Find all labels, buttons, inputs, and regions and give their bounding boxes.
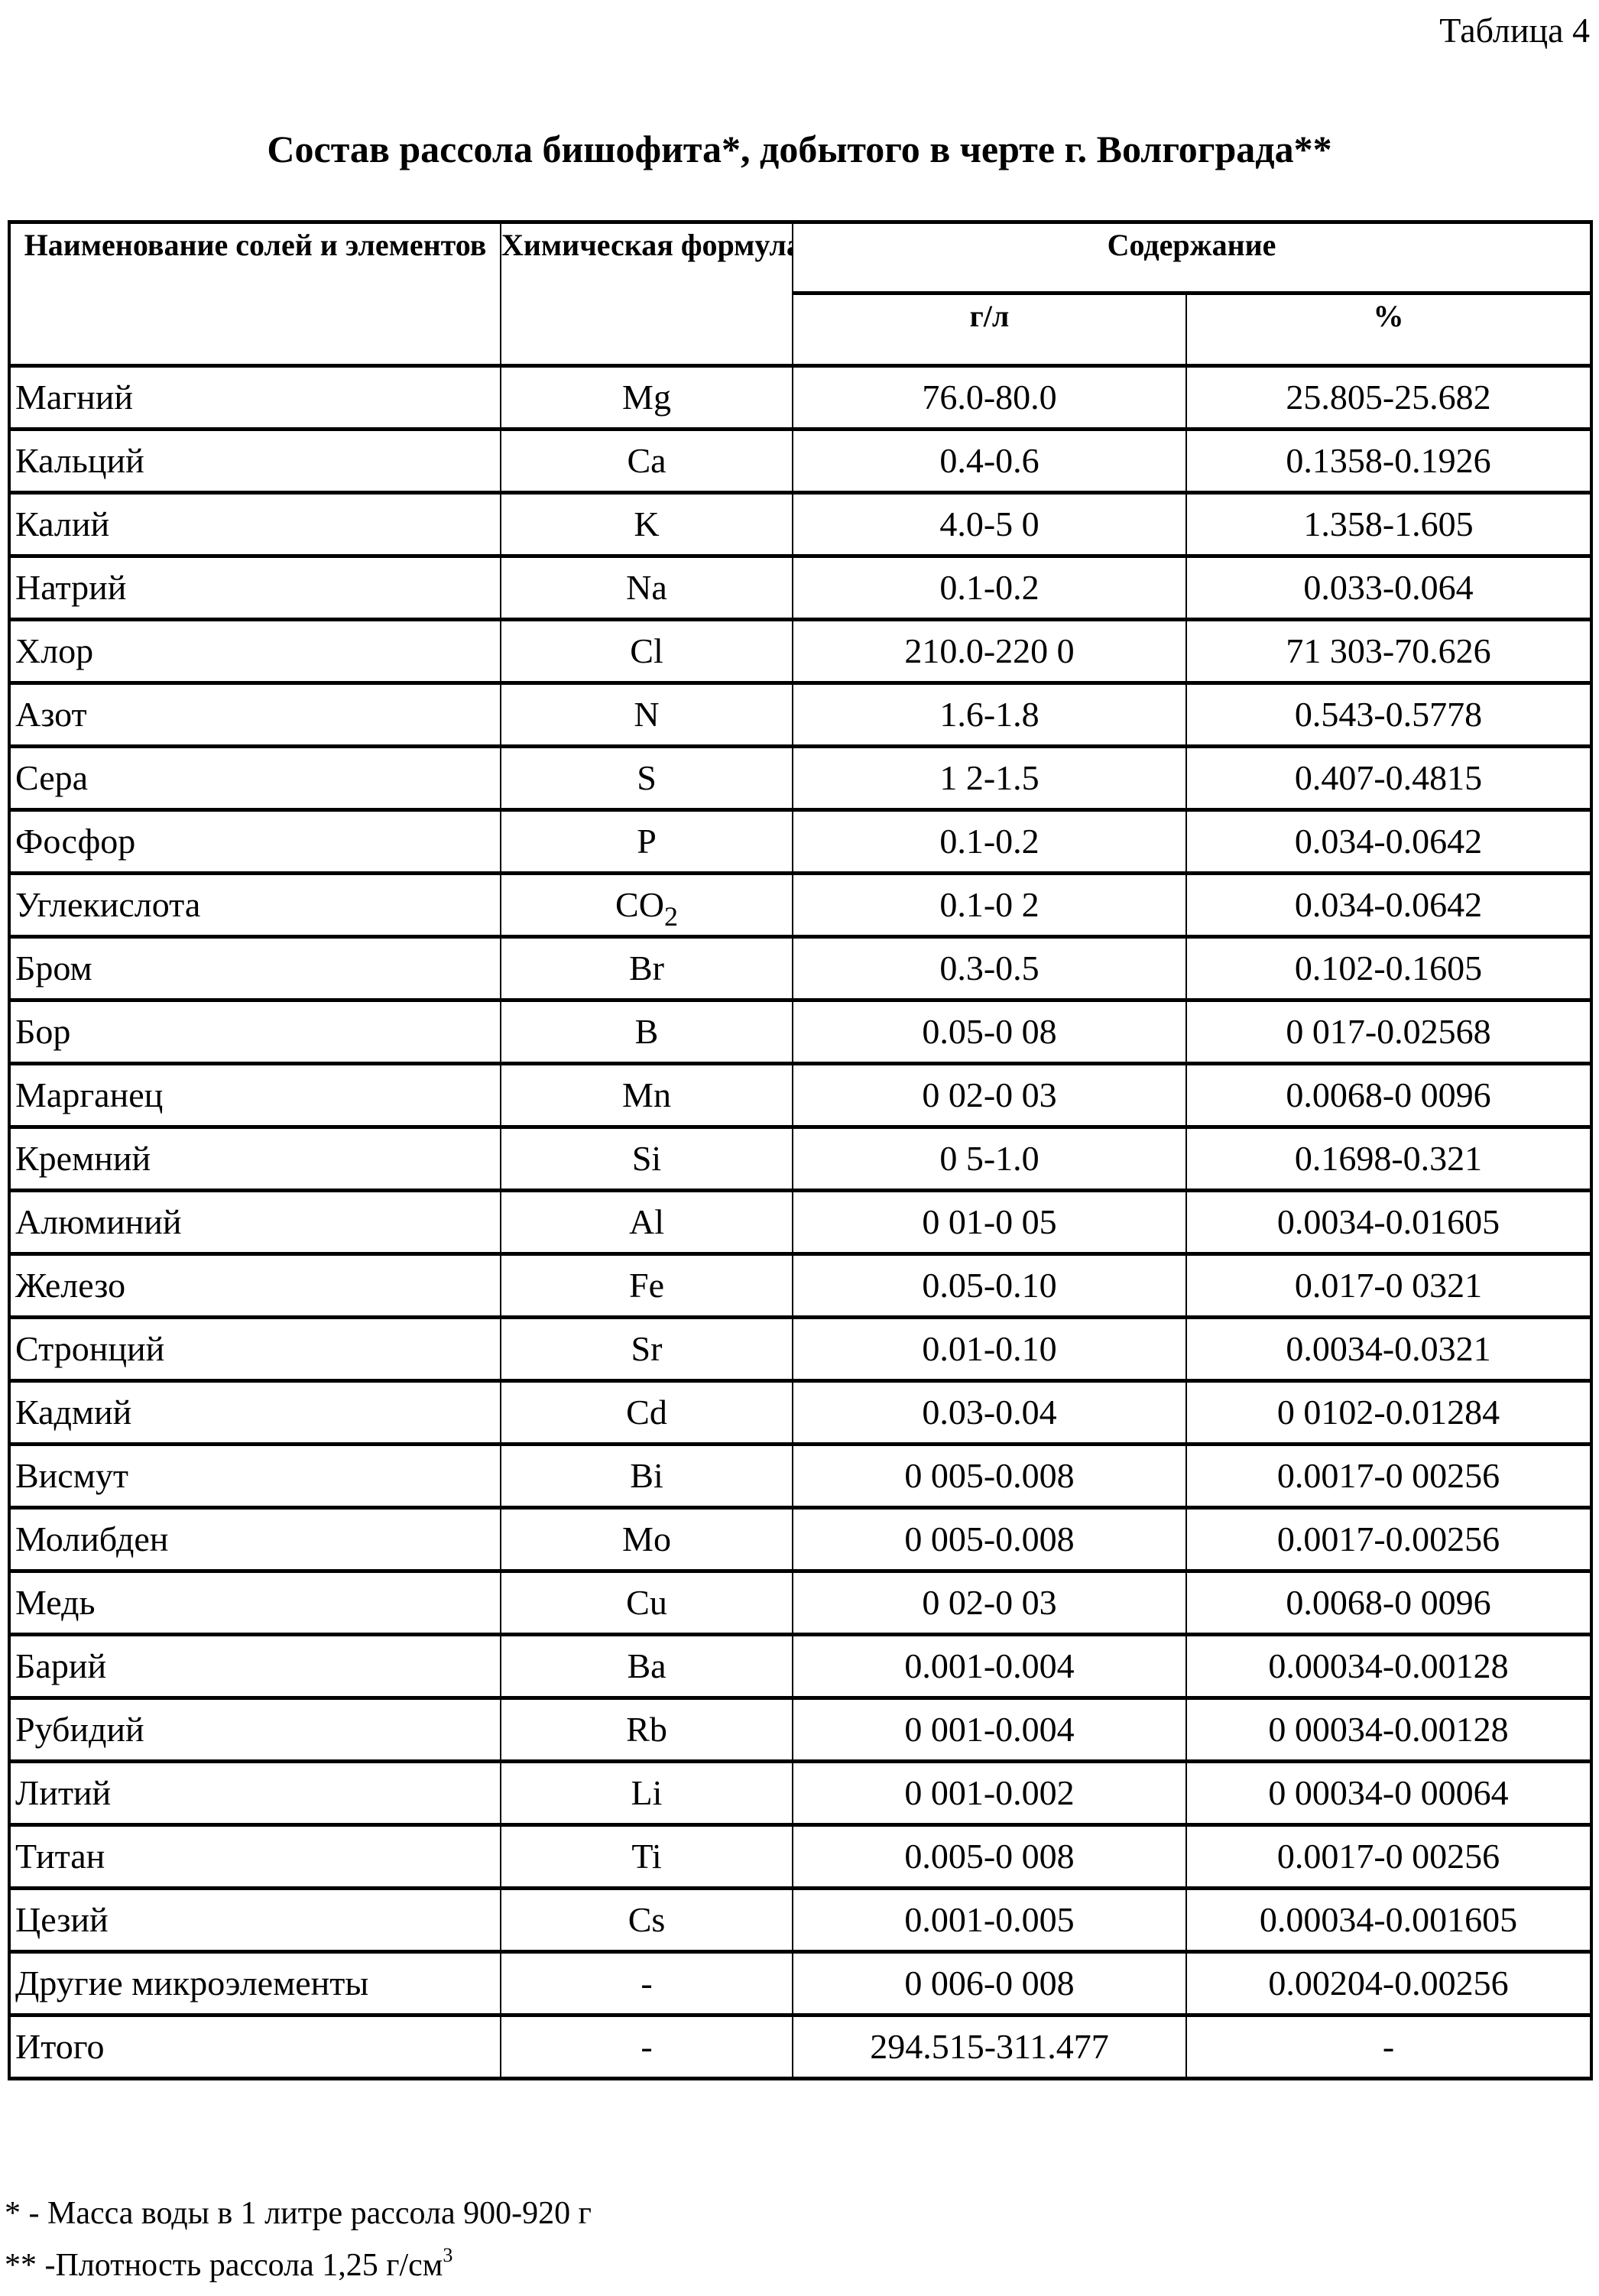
cell-percent: 0.0017-0.00256 bbox=[1186, 1508, 1591, 1571]
cell-name: Бром bbox=[9, 937, 501, 1000]
formula-text: Cs bbox=[628, 1900, 666, 1939]
table-row bbox=[9, 1571, 1591, 1635]
cell-name: Другие микроэлементы bbox=[9, 1952, 501, 2015]
formula-text: Mg bbox=[622, 378, 671, 417]
table-body bbox=[9, 366, 1591, 2079]
cell-gl: 294.515-311.477 bbox=[793, 2015, 1186, 2079]
table-row bbox=[9, 1254, 1591, 1318]
cell-percent: 0.0034-0.0321 bbox=[1186, 1318, 1591, 1381]
cell-gl: 0 01-0 05 bbox=[793, 1191, 1186, 1254]
cell-formula bbox=[501, 874, 793, 937]
table-row bbox=[9, 1825, 1591, 1889]
table-row bbox=[9, 1000, 1591, 1064]
formula-text: Mn bbox=[622, 1075, 671, 1114]
header-name: Наименование солей и элементов bbox=[9, 222, 501, 366]
cell-percent: 0.0068-0 0096 bbox=[1186, 1571, 1591, 1635]
cell-percent: 71 303-70.626 bbox=[1186, 620, 1591, 683]
cell-formula bbox=[501, 1064, 793, 1127]
cell-formula bbox=[501, 556, 793, 620]
formula-text: Fe bbox=[629, 1266, 664, 1305]
table-row bbox=[9, 1445, 1591, 1508]
cell-formula bbox=[501, 1318, 793, 1381]
formula-text: Bi bbox=[630, 1456, 663, 1495]
footnote-water-mass: * - Масса воды в 1 литре рассола 900-920 г bbox=[5, 2187, 592, 2239]
footnote-density bbox=[5, 2239, 592, 2291]
cell-formula bbox=[501, 1762, 793, 1825]
cell-name: Азот bbox=[9, 683, 501, 747]
header-formula: Химическая формула bbox=[501, 222, 793, 366]
cell-name: Калий bbox=[9, 493, 501, 556]
cell-percent: 0.00034-0.00128 bbox=[1186, 1635, 1591, 1698]
table-row bbox=[9, 1889, 1591, 1952]
footnotes bbox=[5, 2187, 592, 2291]
table-row bbox=[9, 1064, 1591, 1127]
table-row bbox=[9, 620, 1591, 683]
table-row bbox=[9, 747, 1591, 810]
table-row bbox=[9, 1508, 1591, 1571]
footnote-density-text: ** -Плотность рассола 1,25 г/см bbox=[5, 2248, 443, 2283]
cell-name: Итого bbox=[9, 2015, 501, 2079]
cell-name: Стронций bbox=[9, 1318, 501, 1381]
cell-name: Фосфор bbox=[9, 810, 501, 874]
cell-gl: 0 005-0.008 bbox=[793, 1508, 1186, 1571]
formula-text: Ca bbox=[627, 441, 666, 480]
table-row bbox=[9, 556, 1591, 620]
cell-formula bbox=[501, 1889, 793, 1952]
formula-text: P bbox=[637, 822, 657, 861]
cell-percent: 0 017-0.02568 bbox=[1186, 1000, 1591, 1064]
cell-name: Кремний bbox=[9, 1127, 501, 1191]
cell-percent: 0.543-0.5778 bbox=[1186, 683, 1591, 747]
cell-name: Висмут bbox=[9, 1445, 501, 1508]
table-header bbox=[9, 222, 1591, 366]
cell-name: Кадмий bbox=[9, 1381, 501, 1445]
cell-percent: 0.1698-0.321 bbox=[1186, 1127, 1591, 1191]
cell-gl: 0.005-0 008 bbox=[793, 1825, 1186, 1889]
cell-formula bbox=[501, 620, 793, 683]
table-row bbox=[9, 430, 1591, 493]
cell-name: Железо bbox=[9, 1254, 501, 1318]
cell-formula bbox=[501, 1571, 793, 1635]
footnote-density-superscript: 3 bbox=[443, 2244, 452, 2266]
cell-gl: 0.01-0.10 bbox=[793, 1318, 1186, 1381]
cell-percent: 0.017-0 0321 bbox=[1186, 1254, 1591, 1318]
cell-gl: 0 001-0.002 bbox=[793, 1762, 1186, 1825]
cell-percent: - bbox=[1186, 2015, 1591, 2079]
formula-text: Ba bbox=[627, 1646, 666, 1685]
cell-gl: 0.05-0.10 bbox=[793, 1254, 1186, 1318]
table-row bbox=[9, 937, 1591, 1000]
cell-percent: 0.0017-0 00256 bbox=[1186, 1445, 1591, 1508]
cell-formula bbox=[501, 2015, 793, 2079]
cell-gl: 0 02-0 03 bbox=[793, 1064, 1186, 1127]
cell-name: Титан bbox=[9, 1825, 501, 1889]
cell-percent: 0 00034-0 00064 bbox=[1186, 1762, 1591, 1825]
cell-formula bbox=[501, 1127, 793, 1191]
formula-text: Al bbox=[629, 1202, 664, 1241]
brine-composition-table bbox=[8, 220, 1593, 2080]
formula-text: - bbox=[641, 1964, 652, 2003]
table-row bbox=[9, 366, 1591, 430]
cell-percent: 0.0068-0 0096 bbox=[1186, 1064, 1591, 1127]
cell-name: Медь bbox=[9, 1571, 501, 1635]
cell-formula bbox=[501, 747, 793, 810]
cell-percent: 0.407-0.4815 bbox=[1186, 747, 1591, 810]
header-row bbox=[9, 222, 1591, 293]
cell-gl: 76.0-80.0 bbox=[793, 366, 1186, 430]
table-row bbox=[9, 2015, 1591, 2079]
cell-gl: 0.05-0 08 bbox=[793, 1000, 1186, 1064]
cell-name: Сера bbox=[9, 747, 501, 810]
cell-name: Барий bbox=[9, 1635, 501, 1698]
cell-percent: 0.033-0.064 bbox=[1186, 556, 1591, 620]
cell-gl: 0.001-0.004 bbox=[793, 1635, 1186, 1698]
formula-text: N bbox=[634, 695, 659, 734]
cell-name: Марганец bbox=[9, 1064, 501, 1127]
cell-name: Бор bbox=[9, 1000, 501, 1064]
formula-text: Ti bbox=[631, 1837, 661, 1876]
cell-percent: 0 0102-0.01284 bbox=[1186, 1381, 1591, 1445]
cell-name: Углекислота bbox=[9, 874, 501, 937]
formula-text: Cl bbox=[630, 631, 663, 670]
cell-gl: 0.03-0.04 bbox=[793, 1381, 1186, 1445]
cell-formula bbox=[501, 1698, 793, 1762]
formula-text: Na bbox=[626, 568, 667, 607]
table-row bbox=[9, 1318, 1591, 1381]
cell-gl: 0 02-0 03 bbox=[793, 1571, 1186, 1635]
table-row bbox=[9, 683, 1591, 747]
cell-formula bbox=[501, 810, 793, 874]
cell-percent: 0.102-0.1605 bbox=[1186, 937, 1591, 1000]
cell-name: Рубидий bbox=[9, 1698, 501, 1762]
cell-formula bbox=[501, 493, 793, 556]
table-row bbox=[9, 1381, 1591, 1445]
table-row bbox=[9, 1762, 1591, 1825]
cell-formula bbox=[501, 937, 793, 1000]
cell-formula bbox=[501, 1952, 793, 2015]
table-row bbox=[9, 810, 1591, 874]
cell-name: Магний bbox=[9, 366, 501, 430]
cell-percent: 25.805-25.682 bbox=[1186, 366, 1591, 430]
cell-gl: 1 2-1.5 bbox=[793, 747, 1186, 810]
formula-subscript: 2 bbox=[664, 901, 678, 932]
table-row bbox=[9, 1952, 1591, 2015]
cell-formula bbox=[501, 1000, 793, 1064]
table-row bbox=[9, 874, 1591, 937]
cell-percent: 1.358-1.605 bbox=[1186, 493, 1591, 556]
formula-text: Si bbox=[632, 1139, 661, 1178]
cell-percent: 0 00034-0.00128 bbox=[1186, 1698, 1591, 1762]
cell-name: Цезий bbox=[9, 1889, 501, 1952]
cell-gl: 4.0-5 0 bbox=[793, 493, 1186, 556]
cell-formula bbox=[501, 1445, 793, 1508]
table-number-label: Таблица 4 bbox=[1439, 8, 1590, 54]
cell-gl: 0.001-0.005 bbox=[793, 1889, 1186, 1952]
cell-name: Натрий bbox=[9, 556, 501, 620]
cell-formula bbox=[501, 430, 793, 493]
formula-text: Rb bbox=[626, 1710, 667, 1749]
cell-gl: 0.1-0.2 bbox=[793, 810, 1186, 874]
cell-formula bbox=[501, 366, 793, 430]
formula-text: K bbox=[634, 504, 659, 543]
cell-gl: 0 006-0 008 bbox=[793, 1952, 1186, 2015]
table-row bbox=[9, 1127, 1591, 1191]
cell-percent: 0.1358-0.1926 bbox=[1186, 430, 1591, 493]
formula-text: Cd bbox=[626, 1393, 667, 1432]
formula-text: Sr bbox=[631, 1329, 663, 1368]
cell-gl: 0 001-0.004 bbox=[793, 1698, 1186, 1762]
table-row bbox=[9, 1698, 1591, 1762]
cell-formula bbox=[501, 1825, 793, 1889]
cell-gl: 0 005-0.008 bbox=[793, 1445, 1186, 1508]
cell-gl: 1.6-1.8 bbox=[793, 683, 1186, 747]
cell-gl: 210.0-220 0 bbox=[793, 620, 1186, 683]
formula-text: Cu bbox=[626, 1583, 667, 1622]
cell-percent: 0.0034-0.01605 bbox=[1186, 1191, 1591, 1254]
table-row bbox=[9, 493, 1591, 556]
cell-percent: 0.034-0.0642 bbox=[1186, 874, 1591, 937]
cell-gl: 0.4-0.6 bbox=[793, 430, 1186, 493]
cell-name: Алюминий bbox=[9, 1191, 501, 1254]
cell-percent: 0.034-0.0642 bbox=[1186, 810, 1591, 874]
formula-text: S bbox=[637, 758, 657, 797]
cell-formula bbox=[501, 1254, 793, 1318]
cell-formula bbox=[501, 683, 793, 747]
header-content: Содержание bbox=[793, 222, 1591, 293]
cell-gl: 0.1-0.2 bbox=[793, 556, 1186, 620]
formula-text: CO bbox=[615, 885, 664, 924]
header-percent: % bbox=[1186, 293, 1591, 366]
cell-gl: 0.3-0.5 bbox=[793, 937, 1186, 1000]
cell-formula bbox=[501, 1635, 793, 1698]
formula-text: B bbox=[635, 1012, 659, 1051]
cell-formula bbox=[501, 1381, 793, 1445]
cell-gl: 0 5-1.0 bbox=[793, 1127, 1186, 1191]
cell-percent: 0.00034-0.001605 bbox=[1186, 1889, 1591, 1952]
document-title: Состав рассола бишофита*, добытого в черте г. Волгограда** bbox=[0, 122, 1599, 176]
formula-text: Li bbox=[631, 1773, 663, 1812]
formula-text: - bbox=[641, 2027, 652, 2066]
cell-gl: 0.1-0 2 bbox=[793, 874, 1186, 937]
cell-name: Хлор bbox=[9, 620, 501, 683]
cell-formula bbox=[501, 1508, 793, 1571]
cell-percent: 0.0017-0 00256 bbox=[1186, 1825, 1591, 1889]
cell-name: Кальций bbox=[9, 430, 501, 493]
formula-text: Mo bbox=[622, 1519, 671, 1558]
cell-formula bbox=[501, 1191, 793, 1254]
cell-name: Молибден bbox=[9, 1508, 501, 1571]
header-gl: г/л bbox=[793, 293, 1186, 366]
formula-text: Br bbox=[629, 949, 664, 987]
table-row bbox=[9, 1191, 1591, 1254]
table-row bbox=[9, 1635, 1591, 1698]
cell-percent: 0.00204-0.00256 bbox=[1186, 1952, 1591, 2015]
cell-name: Литий bbox=[9, 1762, 501, 1825]
